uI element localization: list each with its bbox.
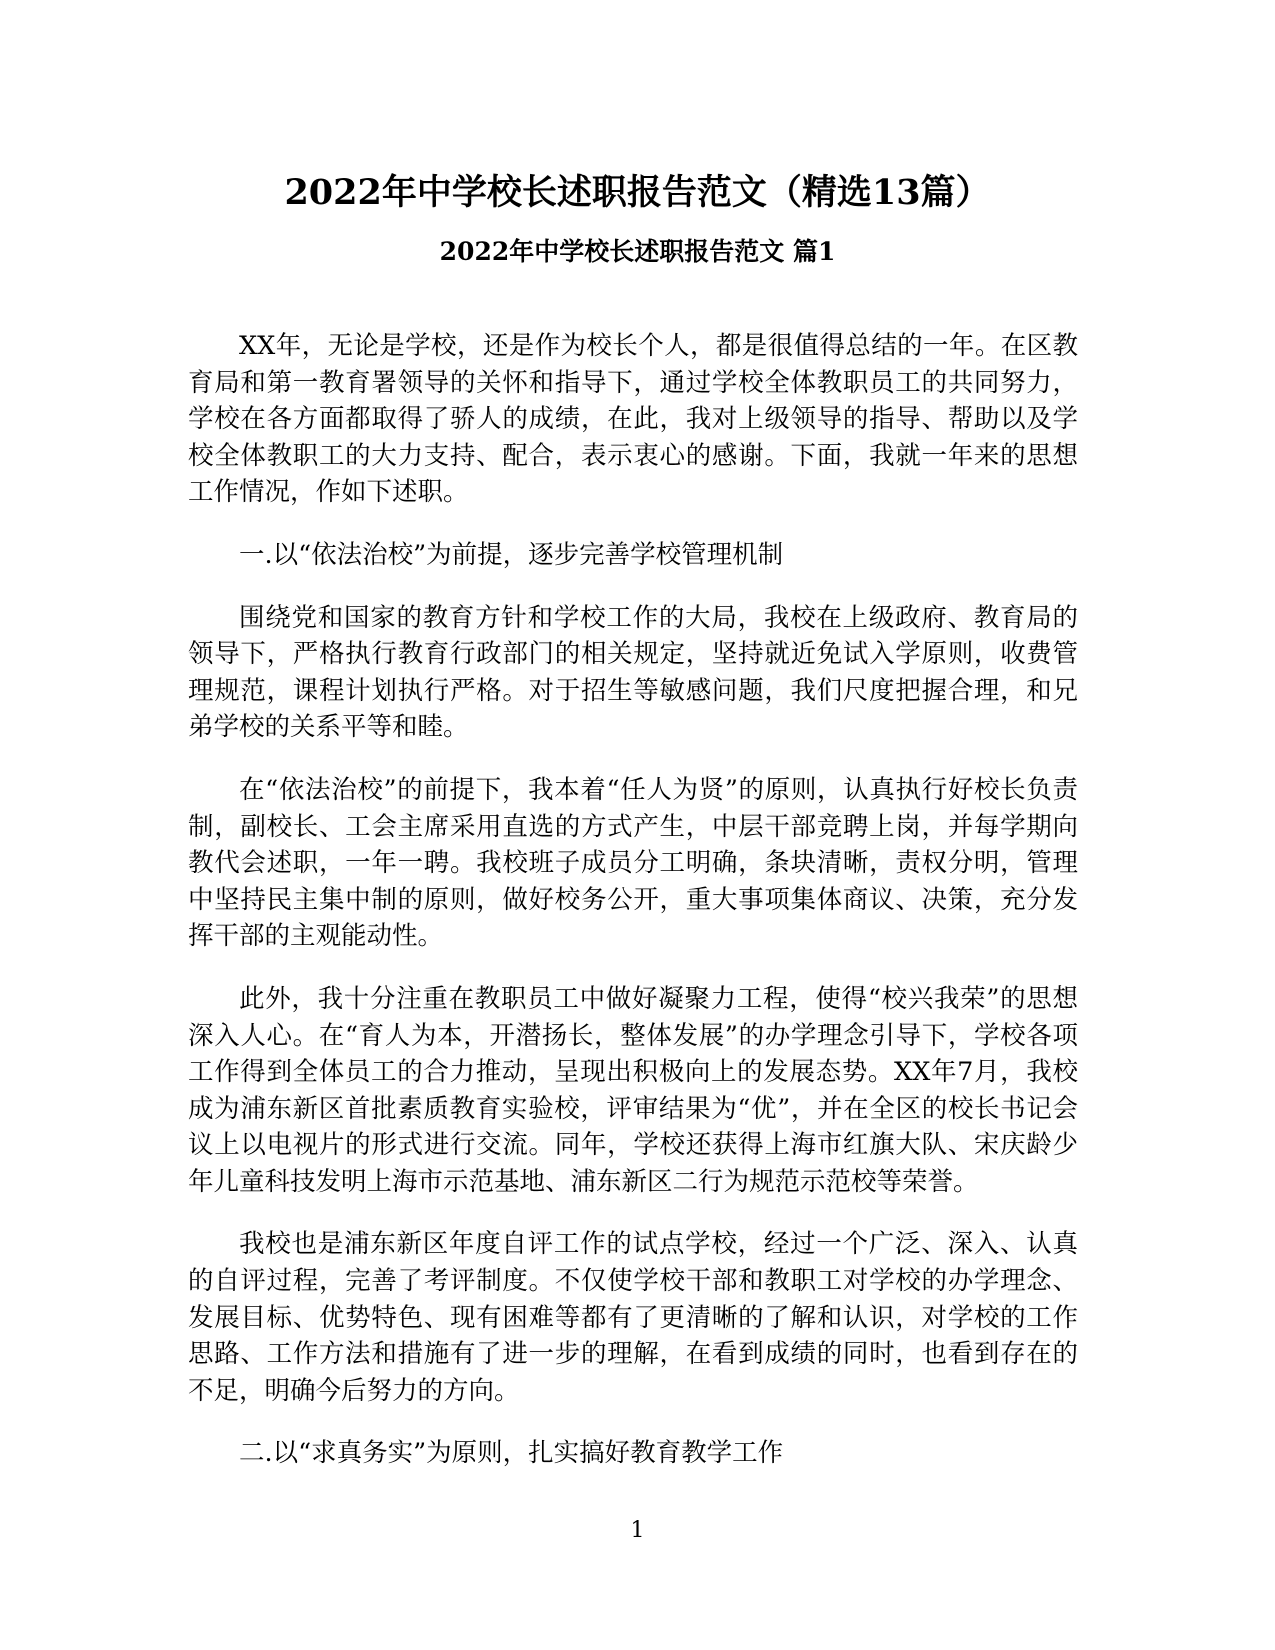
- paragraph-intro: XX年，无论是学校，还是作为校长个人，都是很值得总结的一年。在区教育局和第一教育署领导的关怀和指导下，通过学校全体教职员工的共同努力，学校在各方面都取得了骄人的成绩，在此，我对上级领导的指导、帮助以及学校全体教职工的大力支持、配合，表示衷心的感谢。下面，我就一年来的思想工作情况，作如下述职。: [188, 331, 1078, 508]
- page-number: 1: [630, 1518, 645, 1543]
- subheading-one: 一.以“依法治校”为前提，逐步完善学校管理机制: [239, 539, 784, 570]
- section-title: 2022年中学校长述职报告范文 篇1: [439, 237, 836, 266]
- paragraph: 此外，我十分注重在教职员工中做好凝聚力工程，使得“校兴我荣”的思想深入人心。在“育人为本，开潜扬长，整体发展”的办学理念引导下，学校各项工作得到全体员工的合力推动，呈现出积极向上的发展态势。XX年7月，我校成为浦东新区首批素质教育实验校，评审结果为“优”，并在全区的校长书记会议上以电视片的形式进行交流。同年，学校还获得上海市红旗大队、宋庆龄少年儿童科技发明上海市示范基地、浦东新区二行为规范示范校等荣誉。: [188, 983, 1078, 1197]
- document-title: 2022年中学校长述职报告范文（精选13篇）: [284, 172, 991, 213]
- paragraph: 围绕党和国家的教育方针和学校工作的大局，我校在上级政府、教育局的领导下，严格执行教育行政部门的相关规定，坚持就近免试入学原则，收费管理规范，课程计划执行严格。对于招生等敏感问题，我们尺度把握合理，和兄弟学校的关系平等和睦。: [188, 602, 1078, 743]
- document-body: [188, 328, 1078, 1498]
- paragraph: 在“依法治校”的前提下，我本着“任人为贤”的原则，认真执行好校长负责制，副校长、工会主席采用直选的方式产生，中层干部竞聘上岗，并每学期向教代会述职，一年一聘。我校班子成员分工明确，条块清晰，责权分明，管理中坚持民主集中制的原则，做好校务公开，重大事项集体商议、决策，充分发挥干部的主观能动性。: [188, 774, 1078, 952]
- paragraph: 我校也是浦东新区年度自评工作的试点学校，经过一个广泛、深入、认真的自评过程，完善了考评制度。不仅使学校干部和教职工对学校的办学理念、发展目标、优势特色、现有困难等都有了更清晰的了解和认识，对学校的工作思路、工作方法和措施有了进一步的理解，在看到成绩的同时，也看到存在的不足，明确今后努力的方向。: [188, 1229, 1078, 1406]
- subheading-two: 二.以“求真务实”为原则，扎实搞好教育教学工作: [239, 1438, 784, 1469]
